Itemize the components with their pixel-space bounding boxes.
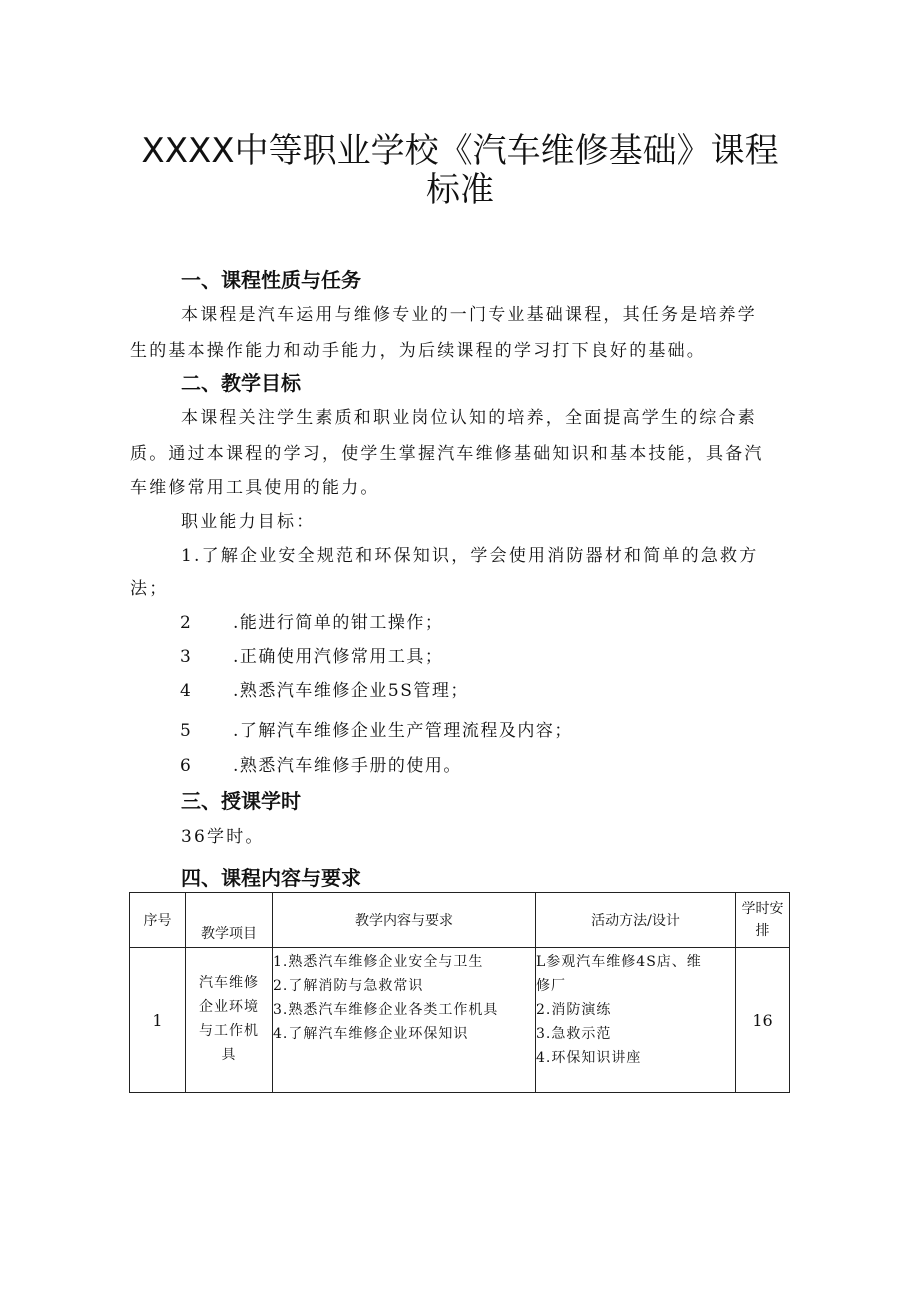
cell-hours: 16: [736, 948, 790, 1093]
content-line: 1.熟悉汽车维修企业安全与卫生: [273, 954, 484, 970]
header-project: [186, 893, 273, 948]
content-line: 3.熟悉汽车维修企业各类工作机具: [273, 1002, 499, 1018]
project-line: 汽车维修: [199, 975, 259, 991]
header-project-text: 教学项目: [201, 926, 257, 942]
total-hours-text: 36学时。: [181, 827, 265, 847]
paragraph-goals-line-2: 质。通过本课程的学习，使学生掌握汽车维修基础知识和基本技能，具备汽: [130, 444, 764, 464]
section-heading-goals: 二、教学目标: [181, 371, 301, 395]
table-header-row: [130, 893, 790, 948]
paragraph-goals-line-1: 本课程关注学生素质和职业岗位认知的培养，全面提高学生的综合素: [181, 408, 757, 428]
method-line: 3.急救示范: [536, 1026, 612, 1042]
goal-1-line-2: 法；: [130, 579, 169, 599]
header-hours: [736, 893, 790, 948]
goal-number: 5: [180, 721, 191, 741]
goal-text: .熟悉汽车维修企业5S管理；: [233, 681, 469, 701]
method-line: 2.消防演练: [536, 1002, 612, 1018]
project-line: 具: [221, 1047, 237, 1063]
content-line: 4.了解汽车维修企业环保知识: [273, 1026, 469, 1042]
course-content-table: [129, 892, 790, 1093]
paragraph-nature-line-2: 生的基本操作能力和动手能力，为后续课程的学习打下良好的基础。: [130, 341, 706, 361]
cell-method: [536, 948, 736, 1093]
goal-text: .熟悉汽车维修手册的使用。: [233, 756, 462, 776]
goal-text: .了解汽车维修企业生产管理流程及内容；: [233, 721, 573, 741]
paragraph-goals-line-3: 车维修常用工具使用的能力。: [130, 478, 380, 498]
content-line: 2.了解消防与急救常识: [273, 978, 424, 994]
header-content: [273, 893, 536, 948]
cell-content: [273, 948, 536, 1093]
section-heading-nature: 一、课程性质与任务: [181, 268, 361, 292]
goal-text: .能进行简单的钳工操作；: [233, 613, 444, 633]
goal-number: 3: [180, 647, 191, 667]
section-heading-hours: 三、授课学时: [181, 789, 301, 813]
section-heading-content: 四、课程内容与要求: [181, 866, 361, 890]
method-line: L参观汽车维修4S店、维: [536, 954, 702, 970]
cell-seq: 1: [130, 948, 186, 1093]
goal-number: 6: [180, 756, 191, 776]
project-line: 与工作机: [199, 1023, 259, 1039]
cell-project: [186, 948, 273, 1093]
goal-1-line-1: 1.了解企业安全规范和环保知识，学会使用消防器材和简单的急救方: [181, 546, 759, 566]
header-content-text: 教学内容与要求: [355, 913, 453, 929]
goal-number: 4: [180, 681, 191, 701]
paragraph-nature-line-1: 本课程是汽车运用与维修专业的一门专业基础课程，其任务是培养学: [181, 305, 757, 325]
method-line: 4.环保知识讲座: [536, 1050, 642, 1066]
table-row: [130, 948, 790, 1093]
header-method-text: 活动方法/设计: [591, 913, 680, 929]
header-hours-line-1: 学时安: [741, 901, 784, 917]
method-line: 修厂: [536, 978, 566, 994]
goal-text: .正确使用汽修常用工具；: [233, 647, 444, 667]
ability-goal-label: 职业能力目标：: [181, 512, 316, 532]
document-title-line-1: XXXX中等职业学校《汽车维修基础》课程: [141, 131, 779, 171]
header-hours-line-2: 排: [755, 923, 770, 939]
header-seq: [130, 893, 186, 948]
document-title-line-2: 标准: [426, 170, 494, 210]
project-line: 企业环境: [199, 999, 259, 1015]
header-seq-text: 序号: [143, 913, 172, 929]
goal-number: 2: [180, 613, 191, 633]
header-method: [536, 893, 736, 948]
